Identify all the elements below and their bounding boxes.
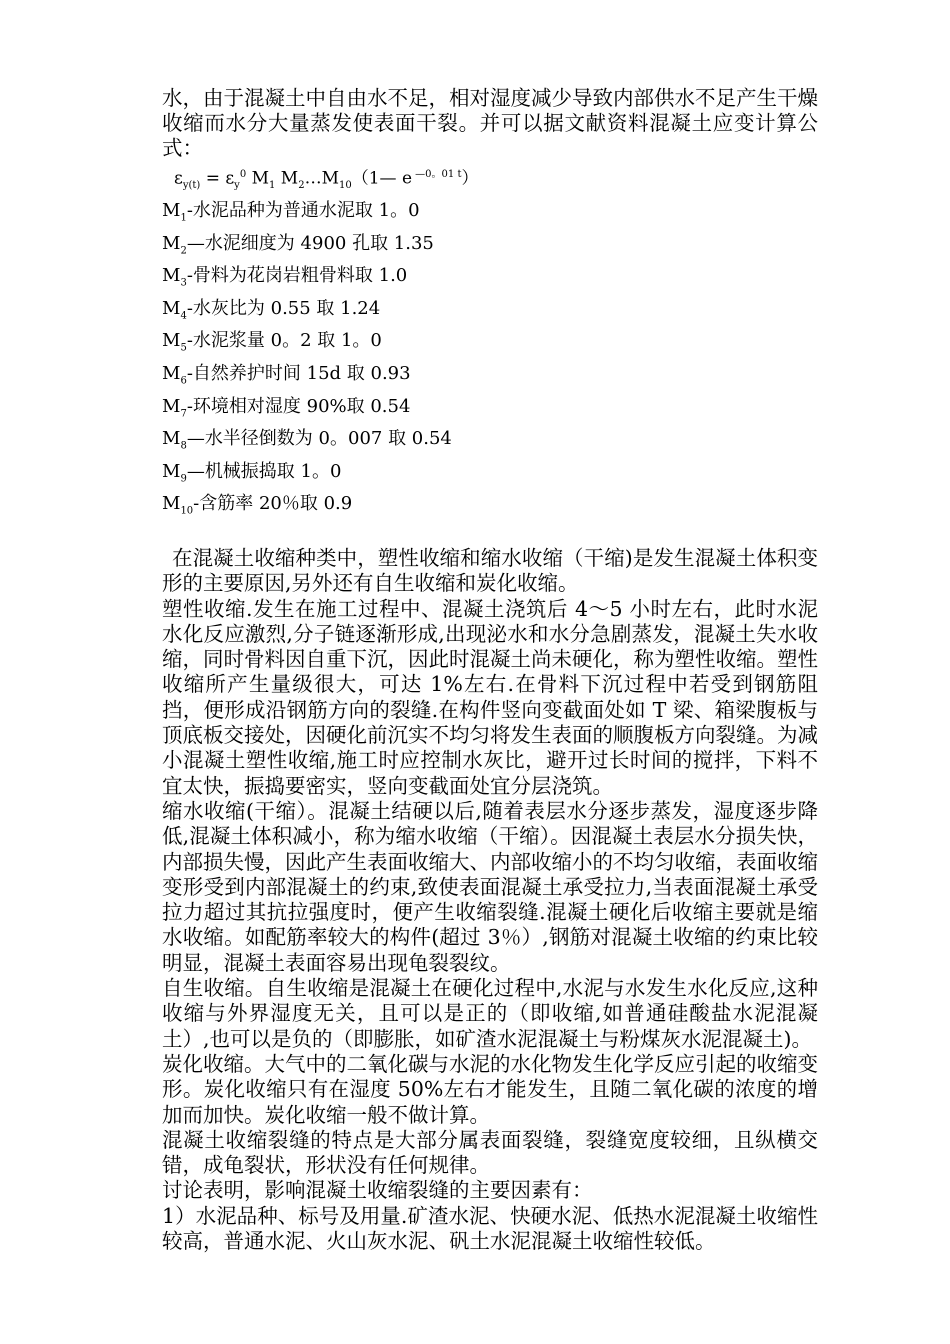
factor-item (162, 426, 818, 459)
factor-item (162, 491, 818, 524)
formula-m1: M (246, 168, 269, 189)
carbonation-shrinkage-paragraph: 炭化收缩。大气中的二氧化碳与水泥的水化物发生化学反应引起的收缩变形。炭化收缩只有在湿度 50%左右才能发生，且随二氧化碳的浓度的增加而加快。炭化收缩一般不做计算。 (162, 1051, 818, 1127)
factor-index: 5 (180, 343, 187, 355)
factor-text: -水灰比为 0.55 取 1.24 (186, 297, 381, 319)
formula-m10-sub: 10 (338, 180, 352, 192)
factor-item (162, 263, 818, 296)
formula-lhs: ε (174, 168, 183, 189)
factor-symbol: M (162, 265, 181, 287)
factor-text: -水泥品种为普通水泥取 1。0 (186, 200, 420, 222)
factor-text: —机械振捣取 1。0 (186, 460, 342, 482)
text-column (162, 86, 818, 1254)
autogenous-shrinkage-paragraph: 自生收缩。自生收缩是混凝土在硬化过程中,水泥与水发生水化反应,这种收缩与外界湿度无关，且可以是正的（即收缩,如普通硅酸盐水泥混凝土）,也可以是负的（即膨胀，如矿渣水泥混凝土与粉煤灰水泥混凝土)。 (162, 976, 818, 1051)
formula-eq: = ε (200, 168, 235, 189)
factor-item (162, 394, 818, 427)
factor-symbol: M (162, 330, 181, 352)
formula-eps0-sub: y (234, 180, 240, 192)
paragraph-gap (162, 524, 818, 546)
factor-item (162, 198, 818, 231)
factor-text: -骨料为花岗岩粗骨料取 1.0 (186, 265, 408, 287)
formula-m1-sub: 1 (269, 180, 276, 192)
plastic-shrinkage-paragraph: 塑性收缩.发生在施工过程中、混凝土浇筑后 4～5 小时左右，此时水泥水化反应激烈,分子链逐渐形成,出现泌水和水分急剧蒸发，混凝土失水收缩，同时骨料因自重下沉，因此时混凝土尚未硬化，称为塑性收缩。塑性收缩所产生量级很大，可达 1%左右.在骨料下沉过程中若受到钢筋阻挡，便形成沿钢筋方向的裂缝.在构件竖向变截面处如 T 梁、箱梁腹板与顶底板交接处，因硬化前沉实不均匀将发生表面的顺腹板方向裂缝。为减小混凝土塑性收缩,施工时应控制水灰比，避开过长时间的搅拌，下料不宜太快，振捣要密实，竖向变截面处宜分层浇筑。 (162, 596, 818, 798)
formula-paren-open: （1— e (351, 168, 412, 189)
factor-symbol: M (162, 232, 181, 254)
factor-item (162, 328, 818, 361)
formula-paren-close: ） (461, 168, 479, 189)
shrinkage-types-paragraph: 在混凝土收缩种类中，塑性收缩和缩水收缩（干缩)是发生混凝土体积变形的主要原因,另外还有自生收缩和炭化收缩。 (162, 545, 818, 596)
factor-index: 10 (180, 505, 194, 517)
factor-symbol: M (162, 297, 181, 319)
factor-list (162, 198, 818, 524)
formula-m2: M (275, 168, 299, 189)
factor-text: —水泥细度为 4900 孔取 1.35 (186, 232, 434, 254)
factor-index: 2 (180, 245, 187, 257)
drying-shrinkage-paragraph: 缩水收缩(干缩）。混凝土结硬以后,随着表层水分逐步蒸发，湿度逐步降低,混凝土体积减小，称为缩水收缩（干缩）。因混凝土表层水分损失快，内部损失慢，因此产生表面收缩大、内部收缩小的不均匀收缩，表面收缩变形受到内部混凝土的约束,致使表面混凝土承受拉力,当表面混凝土承受拉力超过其抗拉强度时，便产生收缩裂缝.混凝土硬化后收缩主要就是缩水收缩。如配筋率较大的构件(超过 3％）,钢筋对混凝土收缩的约束比较明显，混凝土表面容易出现龟裂裂纹。 (162, 798, 818, 975)
factor-symbol: M (162, 200, 181, 222)
factor-text: -水泥浆量 0。2 取 1。0 (186, 330, 382, 352)
factor-text: -含筋率 20％取 0.9 (193, 493, 353, 515)
factor-text: —水半径倒数为 0。007 取 0.54 (186, 428, 452, 450)
intro-paragraph: 水，由于混凝土中自由水不足，相对湿度减少导致内部供水不足产生干燥收缩而水分大量蒸发使表面干裂。并可以据文献资料混凝土应变计算公式： (162, 86, 818, 160)
factors-intro-paragraph: 讨论表明，影响混凝土收缩裂缝的主要因素有： (162, 1178, 593, 1203)
formula-m2-sub: 2 (298, 180, 305, 192)
crack-features-paragraph: 混凝土收缩裂缝的特点是大部分属表面裂缝，裂缝宽度较细，且纵横交错，成龟裂状，形状没有任何规律。 (162, 1127, 818, 1178)
factor-index: 8 (180, 440, 187, 452)
formula-exp-sup: —0。01 t (412, 169, 462, 180)
factor-index: 3 (180, 277, 187, 289)
factor-item (162, 296, 818, 329)
factor-text: -自然养护时间 15d 取 0.93 (186, 363, 411, 385)
factor-item (162, 231, 818, 264)
factor-symbol: M (162, 493, 181, 515)
factor-index: 1 (180, 212, 187, 224)
factor-item (162, 459, 818, 492)
cement-factor-paragraph: 1）水泥品种、标号及用量.矿渣水泥、快硬水泥、低热水泥混凝土收缩性较高，普通水泥、火山灰水泥、矾土水泥混凝土收缩性较低。 (162, 1203, 818, 1253)
factor-index: 6 (180, 375, 187, 387)
factor-symbol: M (162, 395, 181, 417)
formula-eps0-sup: 0 (239, 169, 247, 180)
factor-index: 4 (180, 310, 187, 322)
factor-index: 7 (180, 408, 187, 420)
factor-item (162, 361, 818, 394)
factor-text: -环境相对湿度 90%取 0.54 (186, 395, 411, 417)
factor-symbol: M (162, 460, 181, 482)
factor-index: 9 (180, 473, 187, 485)
strain-formula (174, 163, 818, 198)
formula-dots: …M (304, 168, 339, 189)
factor-symbol: M (162, 428, 181, 450)
factor-symbol: M (162, 363, 181, 385)
formula-lhs-sub: y(t) (182, 180, 201, 192)
